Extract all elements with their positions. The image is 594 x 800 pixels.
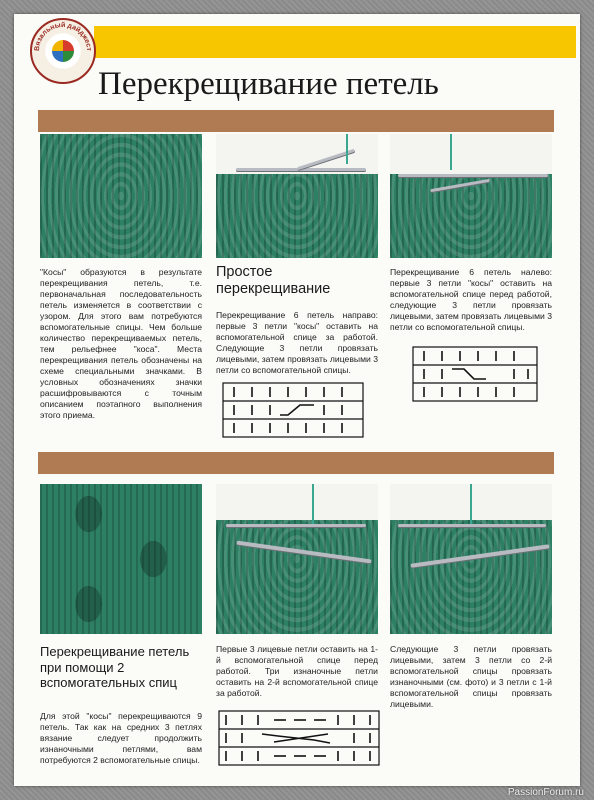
- step2-text: Следующие 3 петли провязать лицевыми, затем 3 петли со 2-й вспомогательной спицы провязать изнаночными (см. фото) и 3 петли с 1-й вспомогательной спицы провязать лицевыми.: [390, 644, 552, 709]
- page-title: Перекрещивание петель: [98, 66, 439, 102]
- left-cross-text: Перекрещивание 6 петель налево: первые 3 петли "косы" оставить на вспомогательной спице перед работой, следующие 3 петли провязать лицевыми, затем провязать лицевыми 3 петли со вспомогательной спицы.: [390, 267, 552, 332]
- left-cross-photo: [390, 134, 552, 258]
- right-cross-text: Перекрещивание 6 петель направо: первые 3 петли "косы" оставить на вспомогательной спице за работой. Следующие 3 петли провязать лицевыми, затем провязать лицевыми 3 петли со вспомогательной спицы.: [216, 310, 378, 375]
- site-watermark: PassionForum.ru: [507, 787, 584, 798]
- section2-bar: [38, 452, 554, 474]
- simple-cross-heading: Простое перекрещивание: [216, 264, 331, 297]
- step1-text: Первые 3 лицевые петли оставить на 1-й вспомогательной спице перед работой. Три изнаночные петли оставить на 2-й вспомогательной спице за работой.: [216, 644, 378, 698]
- right-cross-photo: [216, 134, 378, 258]
- magazine-page: [14, 14, 580, 786]
- yarn-ball-icon: [52, 40, 74, 62]
- two-needle-intro-text: Для этой "косы" перекрещиваются 9 петель. Так как на средних 3 петлях вязание следует продолжить изнаночными петлями, вам потребуются 2 вспомогательные спицы.: [40, 711, 202, 765]
- step1-photo: [216, 484, 378, 634]
- right-cross-chart: [222, 382, 364, 438]
- cables-intro-text: "Косы" образуются в результате перекрещивания петель, т.е. первоначальная последовательность петель изменяется в соответствии с узором. Для этого вам потребуются вспомогательные спицы. Чем больше количество перекрещиваемых петель, тем рельефнее "коса". Места перекрещивания петель обозначены на схеме специальными значками. В условных обозначениях значки расшифровываются с точным описанием поэтапного выполнения этого приема.: [40, 267, 202, 420]
- cable-pattern-photo: [40, 134, 202, 258]
- logo-text: Вязальный дайджест: [33, 21, 93, 52]
- two-needle-heading: Перекрещивание петель при помощи 2 вспомогательных спиц: [40, 644, 190, 690]
- step2-photo: [390, 484, 552, 634]
- section1-bar: [38, 110, 554, 132]
- two-needle-cable-photo: [40, 484, 202, 634]
- header-yellow-bar: [94, 26, 576, 58]
- left-cross-chart: [412, 346, 538, 402]
- digest-logo: [30, 18, 96, 84]
- two-needle-chart: [218, 710, 380, 766]
